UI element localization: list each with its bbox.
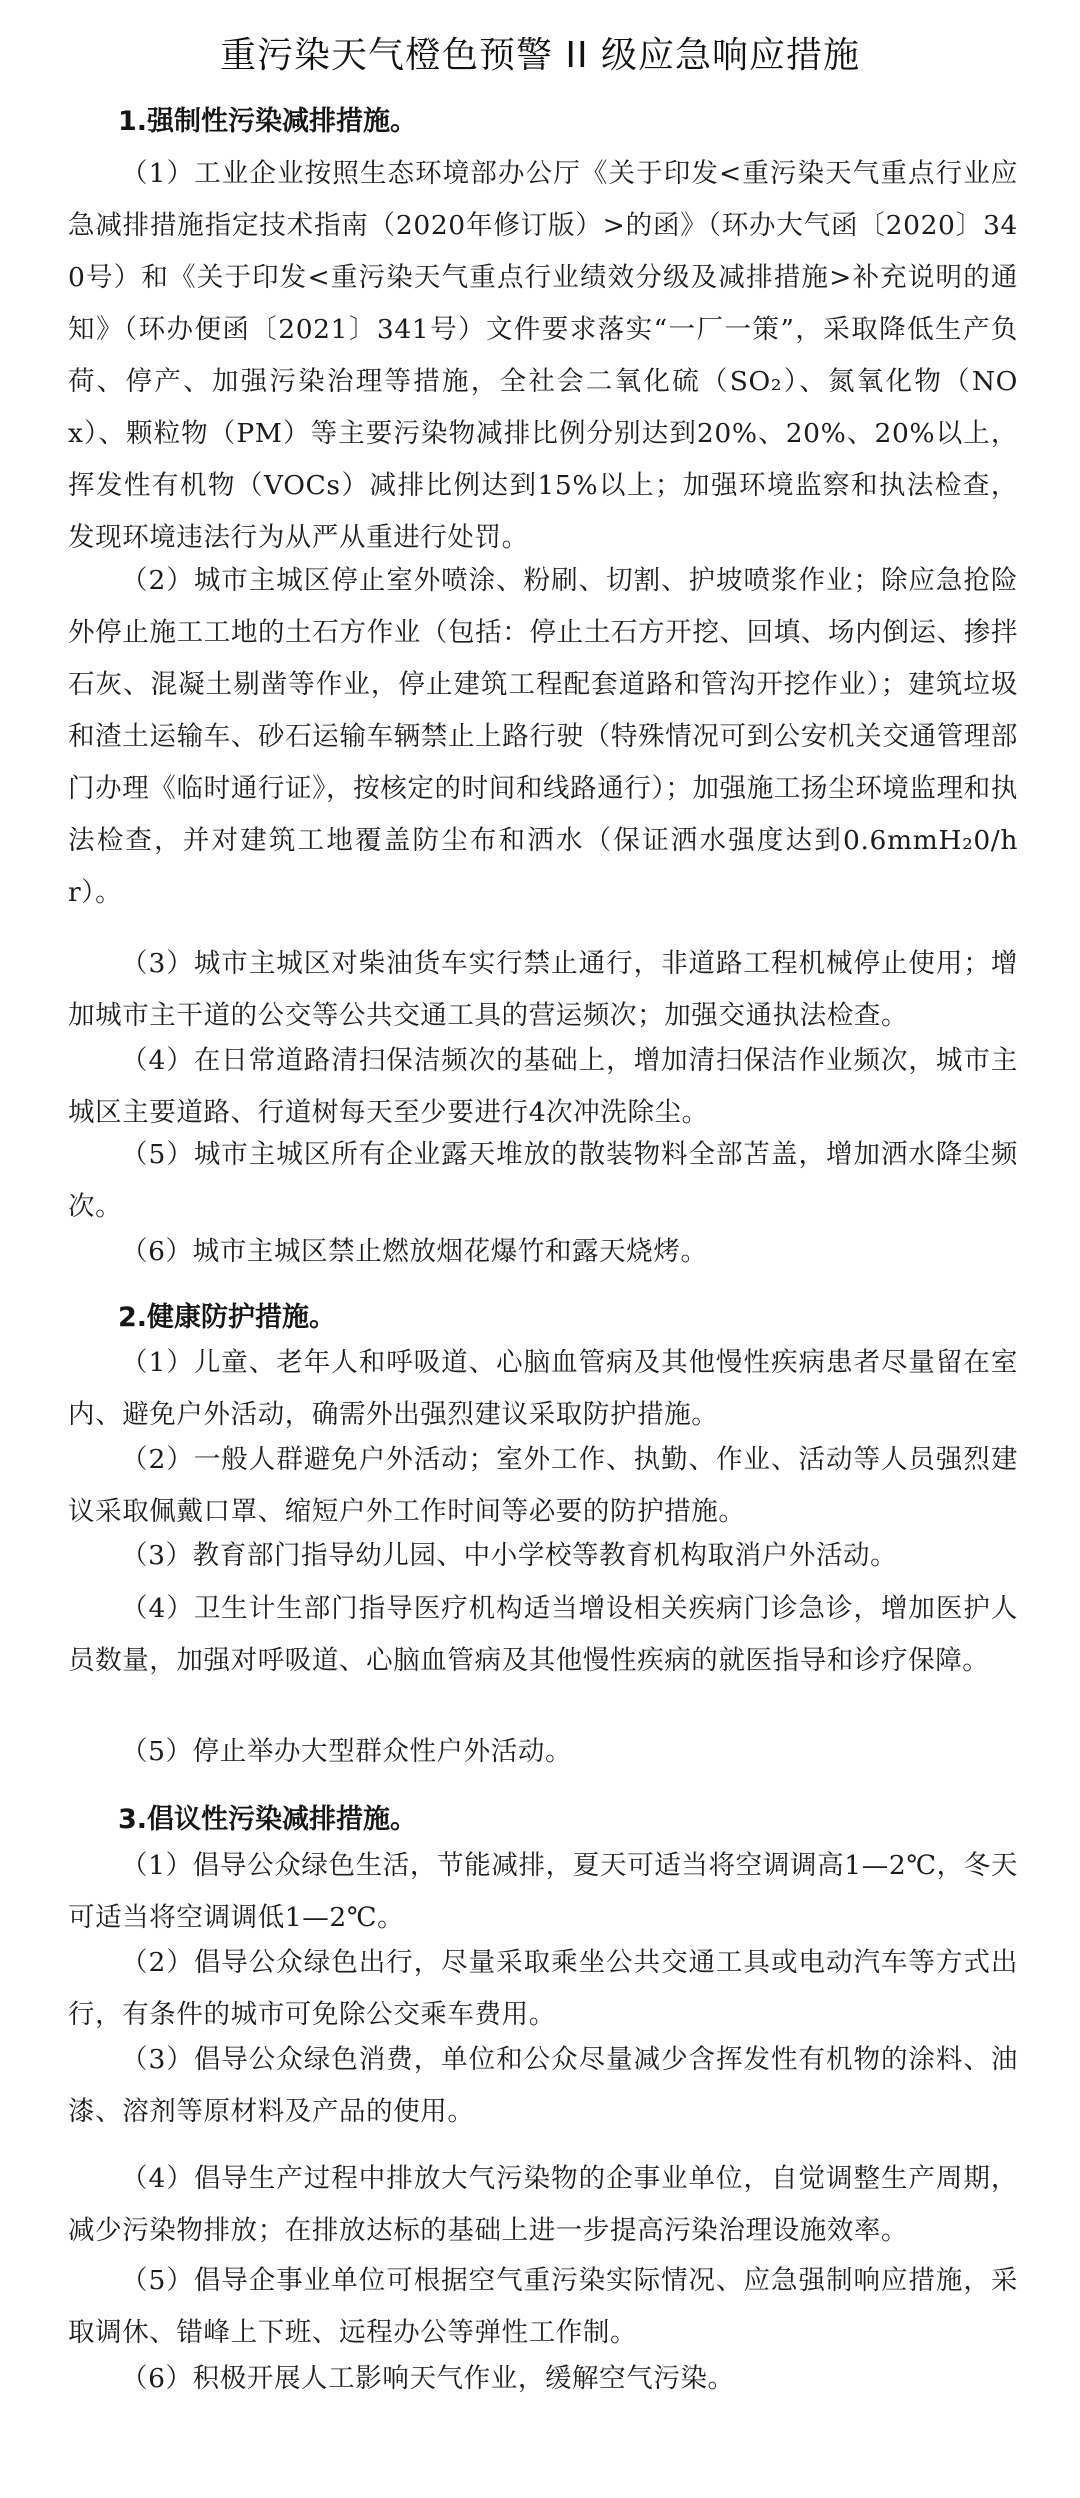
paragraph-1-3: （3）城市主城区对柴油货车实行禁止通行，非道路工程机械停止使用；增加城市主干道的公交等公共交通工具的营运频次；加强交通执法检查。 — [68, 948, 1018, 1031]
paragraph-1-1: （1）工业企业按照生态环境部办公厅《关于印发<重污染天气重点行业应急减排措施指定技术指南（2020年修订版）>的函》（环办大气函〔2020〕340号）和《关于印发<重污染天气重点行业绩效分级及减排措施>补充说明的通知》（环办便函〔2021〕341号）文件要求落实“一厂一策”，采取降低生产负荷、停产、加强污染治理等措施，全社会二氧化硫（SO₂）、氮氧化物（NOx）、颗粒物（PM）等主要污染物减排比例分别达到20%、20%、20%以上，挥发性有机物（VOCs）减排比例达到15%以上；加强环境监察和执法检查，发现环境违法行为从严从重进行处罚。 — [68, 158, 1018, 553]
paragraph-1-2: （2）城市主城区停止室外喷涂、粉刷、切割、护坡喷浆作业；除应急抢险外停止施工工地的土石方作业（包括：停止土石方开挖、回填、场内倒运、掺拌石灰、混凝土剔凿等作业，停止建筑工程配套道路和管沟开挖作业）；建筑垃圾和渣土运输车、砂石运输车辆禁止上路行驶（特殊情况可到公安机关交通管理部门办理《临时通行证》，按核定的时间和线路通行）；加强施工扬尘环境监理和执法检查，并对建筑工地覆盖防尘布和洒水（保证洒水强度达到0.6mmH₂0/hr）。 — [68, 565, 1018, 908]
paragraph-3-1: （1）倡导公众绿色生活，节能减排，夏天可适当将空调调高1—2℃，冬天可适当将空调调低1—2℃。 — [68, 1850, 1018, 1933]
paragraph-3-4: （4）倡导生产过程中排放大气污染物的企事业单位，自觉调整生产周期，减少污染物排放；在排放达标的基础上进一步提高污染治理设施效率。 — [68, 2163, 1018, 2246]
page-title: 重污染天气橙色预警 II 级应急响应措施 — [219, 35, 861, 76]
paragraph-2-1: （1）儿童、老年人和呼吸道、心脑血管病及其他慢性疾病患者尽量留在室内、避免户外活动，确需外出强烈建议采取防护措施。 — [68, 1347, 1018, 1430]
section-heading-3: 3.倡议性污染减排措施。 — [118, 1804, 418, 1835]
paragraph-2-4: （4）卫生计生部门指导医疗机构适当增设相关疾病门诊急诊，增加医护人员数量，加强对呼吸道、心脑血管病及其他慢性疾病的就医指导和诊疗保障。 — [68, 1593, 1018, 1676]
paragraph-2-3: （3）教育部门指导幼儿园、中小学校等教育机构取消户外活动。 — [121, 1540, 898, 1571]
paragraph-3-2: （2）倡导公众绿色出行，尽量采取乘坐公共交通工具或电动汽车等方式出行，有条件的城市可免除公交乘车费用。 — [68, 1947, 1018, 2030]
section-heading-1: 1.强制性污染减排措施。 — [118, 106, 418, 137]
paragraph-1-6: （6）城市主城区禁止燃放烟花爆竹和露天烧烤。 — [121, 1236, 708, 1267]
paragraph-1-4: （4）在日常道路清扫保洁频次的基础上，增加清扫保洁作业频次，城市主城区主要道路、行道树每天至少要进行4次冲洗除尘。 — [68, 1045, 1018, 1128]
paragraph-2-2: （2）一般人群避免户外活动；室外工作、执勤、作业、活动等人员强烈建议采取佩戴口罩、缩短户外工作时间等必要的防护措施。 — [68, 1444, 1018, 1527]
paragraph-3-6: （6）积极开展人工影响天气作业，缓解空气污染。 — [121, 2363, 735, 2394]
paragraph-1-5: （5）城市主城区所有企业露天堆放的散装物料全部苫盖，增加洒水降尘频次。 — [68, 1139, 1018, 1222]
paragraph-3-3: （3）倡导公众绿色消费，单位和公众尽量减少含挥发性有机物的涂料、油漆、溶剂等原材料及产品的使用。 — [68, 2044, 1018, 2127]
section-heading-2: 2.健康防护措施。 — [118, 1302, 337, 1333]
paragraph-3-5: （5）倡导企事业单位可根据空气重污染实际情况、应急强制响应措施，采取调休、错峰上下班、远程办公等弹性工作制。 — [68, 2265, 1018, 2348]
paragraph-2-5: （5）停止举办大型群众性户外活动。 — [121, 1736, 573, 1767]
